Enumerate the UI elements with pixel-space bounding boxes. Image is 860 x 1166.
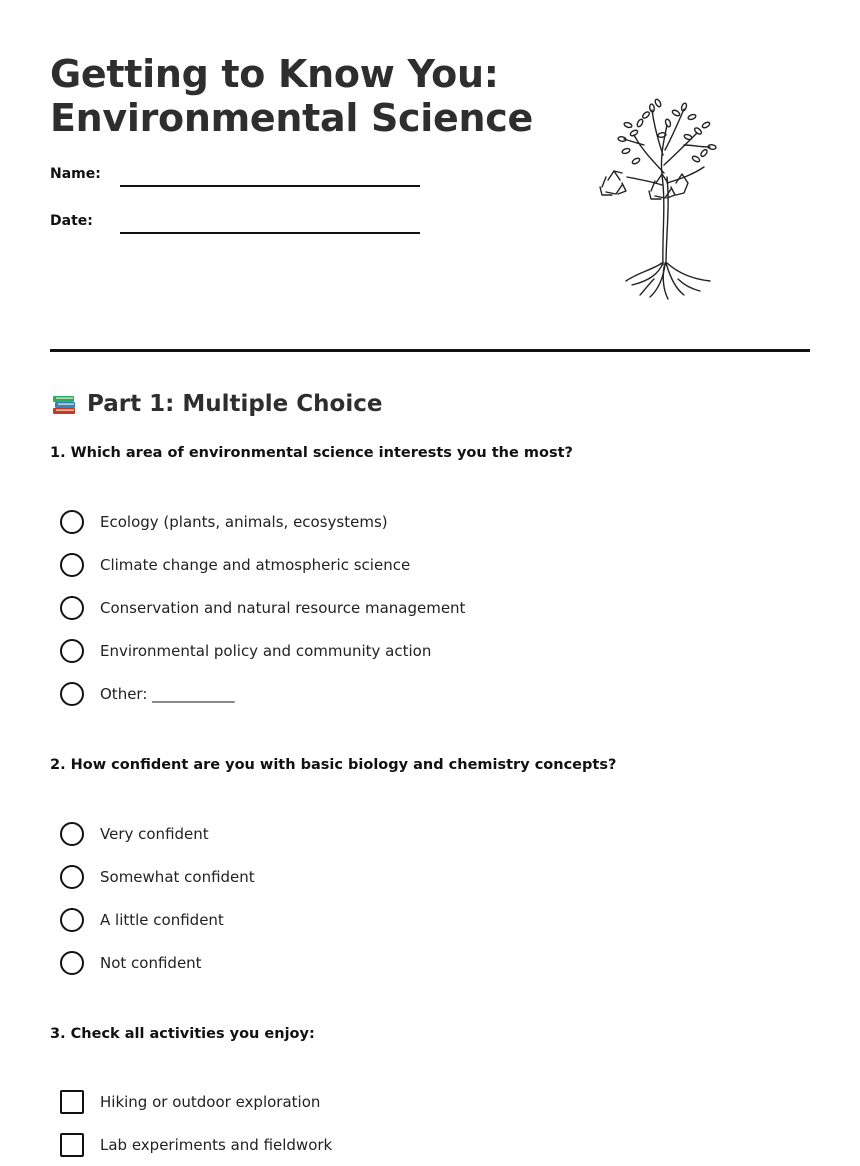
radio-button[interactable] bbox=[60, 951, 84, 975]
tree-with-recycle-icon bbox=[592, 95, 727, 300]
option-label: Environmental policy and community action bbox=[100, 641, 432, 660]
option[interactable] bbox=[60, 629, 465, 672]
option[interactable] bbox=[60, 500, 465, 543]
section-title bbox=[50, 388, 382, 420]
question-3-options bbox=[60, 1080, 332, 1166]
option[interactable] bbox=[60, 672, 465, 715]
radio-button[interactable] bbox=[60, 553, 84, 577]
question-3: 3. Check all activities you enjoy: bbox=[50, 1026, 315, 1042]
option-label: Other: ___________ bbox=[100, 684, 235, 703]
option-label: A little confident bbox=[100, 910, 224, 929]
option-label: Very confident bbox=[100, 824, 209, 843]
option-label: Not confident bbox=[100, 953, 202, 972]
checkbox[interactable] bbox=[60, 1090, 84, 1114]
name-label: Name: bbox=[50, 166, 101, 182]
books-icon bbox=[50, 390, 78, 418]
option[interactable] bbox=[60, 543, 465, 586]
date-field[interactable] bbox=[50, 207, 430, 237]
radio-button[interactable] bbox=[60, 682, 84, 706]
question-2: 2. How confident are you with basic biology and chemistry concepts? bbox=[50, 757, 617, 773]
title-line-2: Environmental Science bbox=[50, 96, 533, 140]
option[interactable] bbox=[60, 586, 465, 629]
title-line-1: Getting to Know You: bbox=[50, 52, 499, 96]
radio-button[interactable] bbox=[60, 865, 84, 889]
divider bbox=[50, 349, 810, 352]
date-label: Date: bbox=[50, 213, 93, 229]
date-underline[interactable] bbox=[120, 232, 420, 234]
radio-button[interactable] bbox=[60, 510, 84, 534]
option-label: Conservation and natural resource management bbox=[100, 598, 466, 617]
question-1-options bbox=[60, 500, 465, 715]
radio-button[interactable] bbox=[60, 908, 84, 932]
option-label: Climate change and atmospheric science bbox=[100, 555, 411, 574]
option-label: Ecology (plants, animals, ecosystems) bbox=[100, 512, 388, 531]
section-title-text: Part 1: Multiple Choice bbox=[87, 391, 383, 417]
page-title bbox=[50, 52, 533, 140]
option[interactable] bbox=[60, 1123, 332, 1166]
option-label: Hiking or outdoor exploration bbox=[100, 1092, 321, 1111]
radio-button[interactable] bbox=[60, 596, 84, 620]
option[interactable] bbox=[60, 812, 255, 855]
option[interactable] bbox=[60, 1080, 332, 1123]
name-field[interactable] bbox=[50, 160, 430, 190]
option[interactable] bbox=[60, 898, 255, 941]
checkbox[interactable] bbox=[60, 1133, 84, 1157]
question-1: 1. Which area of environmental science interests you the most? bbox=[50, 445, 573, 461]
option[interactable] bbox=[60, 855, 255, 898]
option-label: Lab experiments and fieldwork bbox=[100, 1135, 333, 1154]
option[interactable] bbox=[60, 941, 255, 984]
name-underline[interactable] bbox=[120, 185, 420, 187]
radio-button[interactable] bbox=[60, 822, 84, 846]
option-label: Somewhat confident bbox=[100, 867, 255, 886]
question-2-options bbox=[60, 812, 255, 984]
radio-button[interactable] bbox=[60, 639, 84, 663]
